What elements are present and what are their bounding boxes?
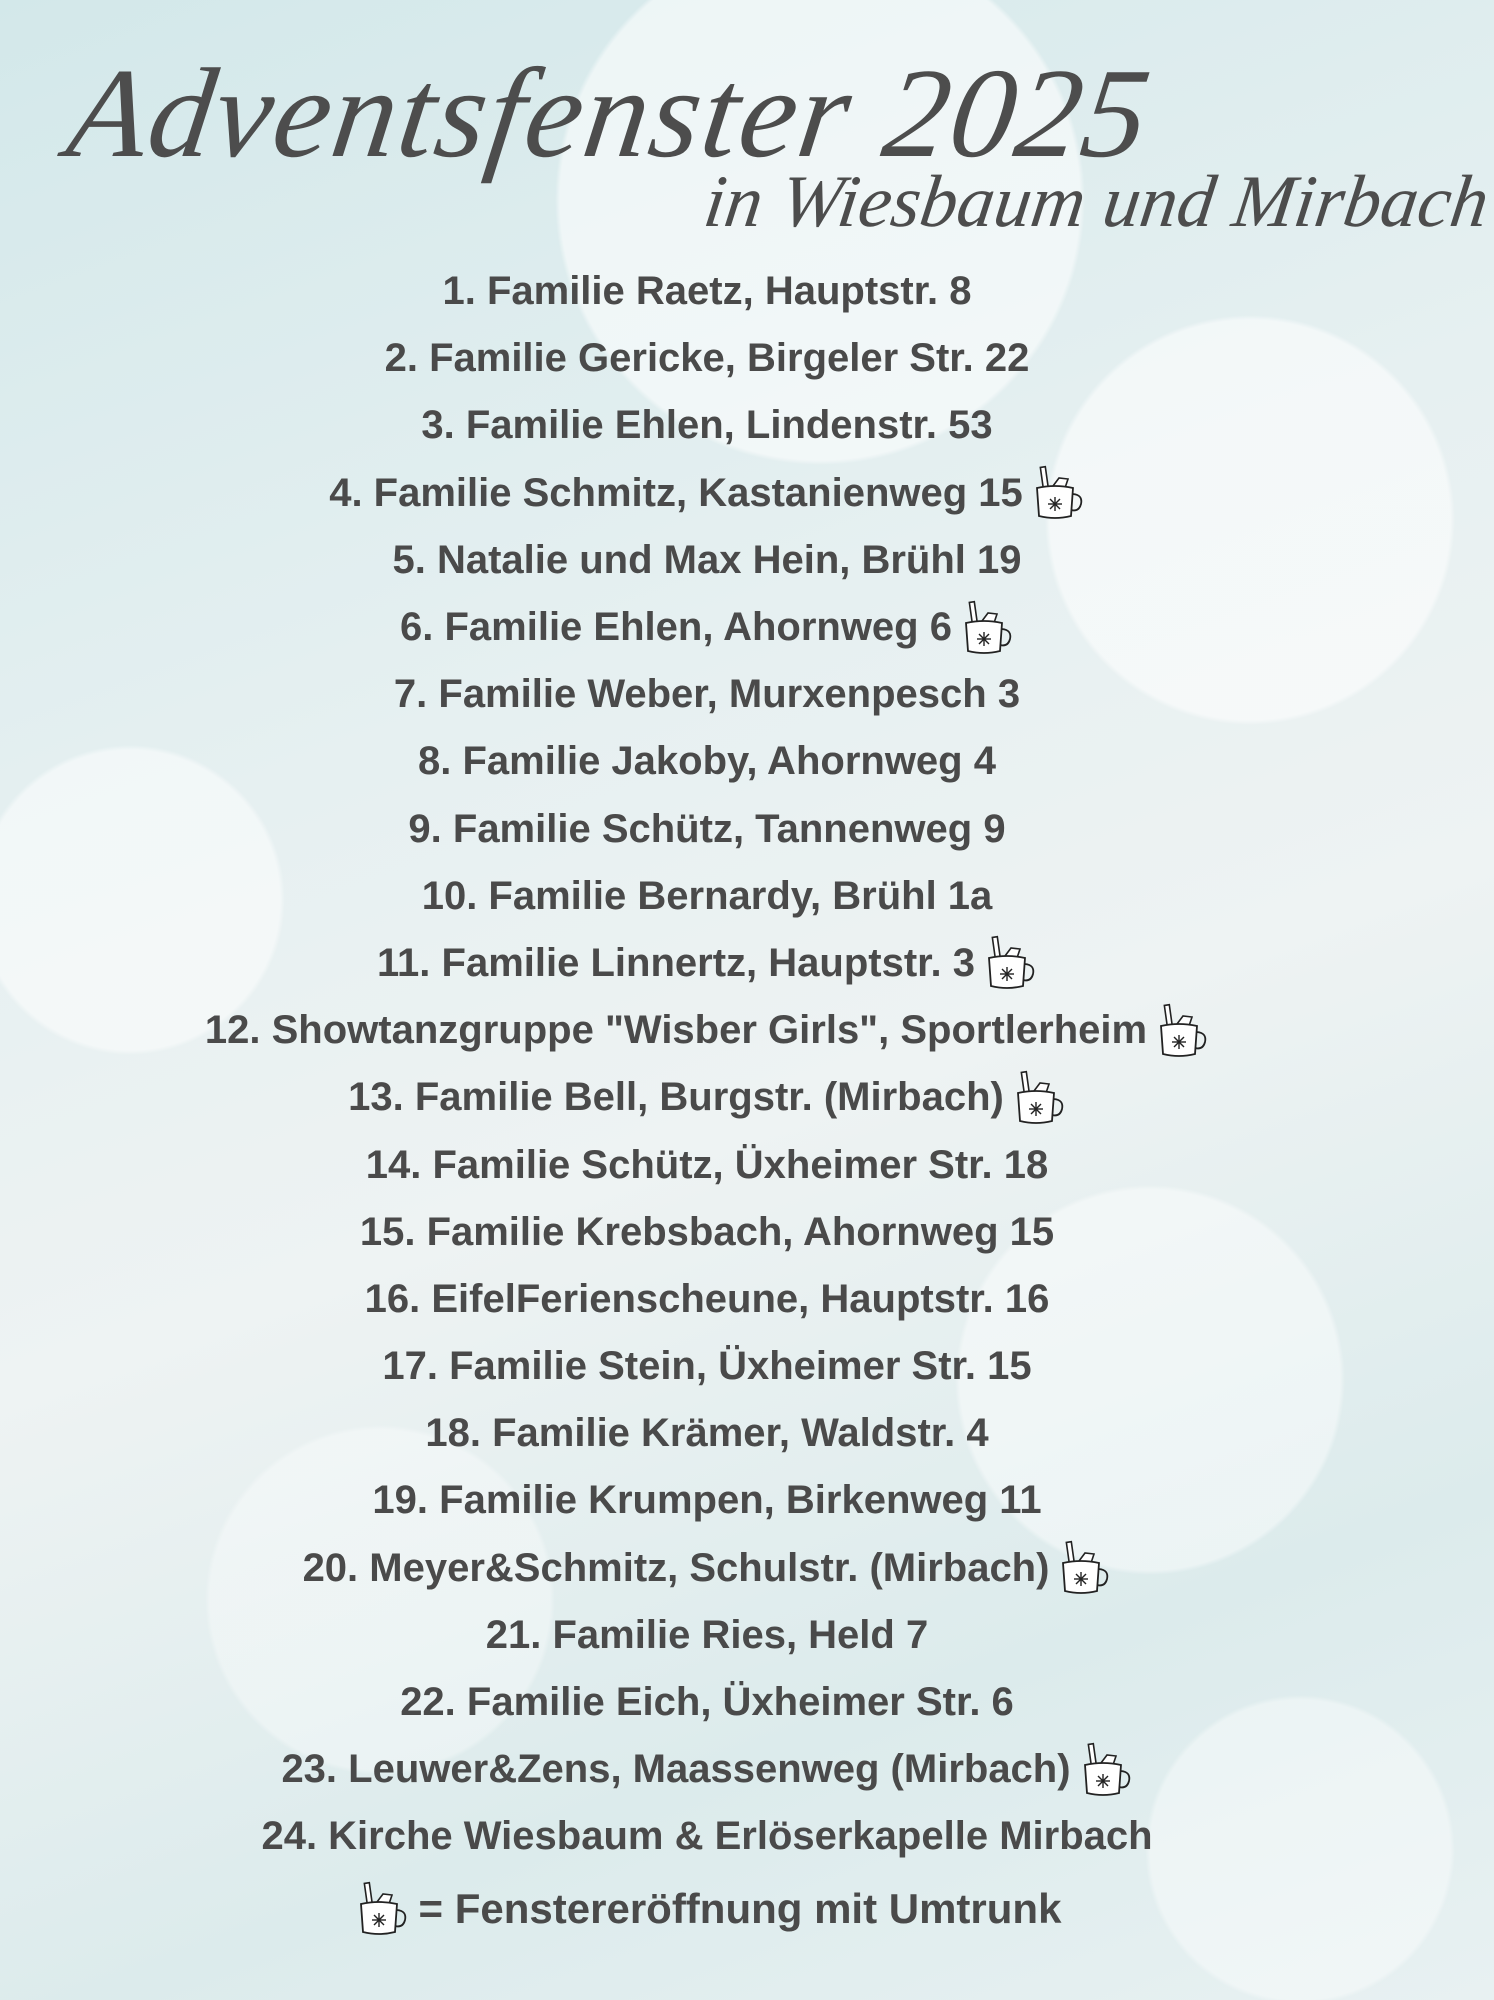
legend-mug-icon [353, 1880, 419, 1938]
list-item [0, 930, 1414, 997]
list-item [0, 1535, 1414, 1602]
list-item [0, 1602, 1414, 1669]
list-item [0, 594, 1414, 661]
list-item [0, 258, 1414, 325]
entry-text: 12. Showtanzgruppe "Wisber Girls", Sportlerheim [204, 1008, 1148, 1053]
entry-text: 7. Familie Weber, Murxenpesch 3 [393, 672, 1021, 717]
list-item [0, 1803, 1414, 1870]
legend-text: = Fenstereröffnung mit Umtrunk [418, 1885, 1062, 1932]
list-item [0, 1131, 1414, 1198]
list-item [0, 1736, 1414, 1803]
list-item [0, 1064, 1414, 1131]
list-item [0, 325, 1414, 392]
mug-icon [1010, 1069, 1066, 1127]
entry-text: 9. Familie Schütz, Tannenweg 9 [408, 806, 1006, 851]
entry-text: 14. Familie Schütz, Üxheimer Str. 18 [365, 1142, 1049, 1187]
entry-text: 5. Natalie und Max Hein, Brühl 19 [392, 537, 1022, 582]
entry-text: 8. Familie Jakoby, Ahornweg 4 [418, 739, 996, 784]
list-item [0, 1333, 1414, 1400]
entry-text: 6. Familie Ehlen, Ahornweg 6 [400, 605, 952, 650]
entry-text: 10. Familie Bernardy, Brühl 1a [421, 873, 993, 918]
list-item [0, 1669, 1414, 1736]
list-item [0, 527, 1414, 594]
entry-text: 21. Familie Ries, Held 7 [485, 1612, 929, 1657]
mug-icon [981, 934, 1037, 992]
list-item [0, 460, 1414, 527]
entry-text: 22. Familie Eich, Üxheimer Str. 6 [400, 1680, 1014, 1725]
mug-icon [1055, 1539, 1111, 1597]
list-item [0, 1199, 1414, 1266]
entry-text: 1. Familie Raetz, Hauptstr. 8 [442, 269, 972, 314]
legend [0, 1880, 1414, 1938]
advent-window-list [0, 258, 1414, 1871]
list-item [0, 1467, 1414, 1534]
entry-text: 18. Familie Krämer, Waldstr. 4 [425, 1411, 989, 1456]
entry-text: 16. EifelFerienscheune, Hauptstr. 16 [364, 1276, 1050, 1321]
list-item [0, 1266, 1414, 1333]
list-item [0, 661, 1414, 728]
list-item [0, 392, 1414, 459]
poster-title: Adventsfenster 2025 [60, 42, 1160, 184]
list-item [0, 796, 1414, 863]
entry-text: 4. Familie Schmitz, Kastanienweg 15 [329, 470, 1023, 515]
entry-text: 2. Familie Gericke, Birgeler Str. 22 [384, 336, 1030, 381]
list-item [0, 997, 1414, 1064]
entry-text: 3. Familie Ehlen, Lindenstr. 53 [421, 403, 993, 448]
entry-text: 20. Meyer&Schmitz, Schulstr. (Mirbach) [302, 1545, 1050, 1590]
mug-icon [353, 1880, 409, 1938]
entry-text: 24. Kirche Wiesbaum & Erlöserkapelle Mirbach [261, 1814, 1153, 1859]
entry-text: 15. Familie Krebsbach, Ahornweg 15 [359, 1209, 1055, 1254]
list-item [0, 728, 1414, 795]
entry-text: 13. Familie Bell, Burgstr. (Mirbach) [348, 1075, 1004, 1120]
entry-text: 11. Familie Linnertz, Hauptstr. 3 [377, 940, 975, 985]
entry-text: 17. Familie Stein, Üxheimer Str. 15 [382, 1344, 1032, 1389]
entry-text: 23. Leuwer&Zens, Maassenweg (Mirbach) [281, 1747, 1071, 1792]
list-item [0, 1400, 1414, 1467]
list-item [0, 863, 1414, 930]
mug-icon [1077, 1741, 1133, 1799]
mug-icon [1153, 1002, 1209, 1060]
mug-icon [1029, 464, 1085, 522]
poster-subtitle: in Wiesbaum und Mirbach [699, 161, 1494, 243]
mug-icon [958, 599, 1014, 657]
entry-text: 19. Familie Krumpen, Birkenweg 11 [372, 1478, 1042, 1523]
